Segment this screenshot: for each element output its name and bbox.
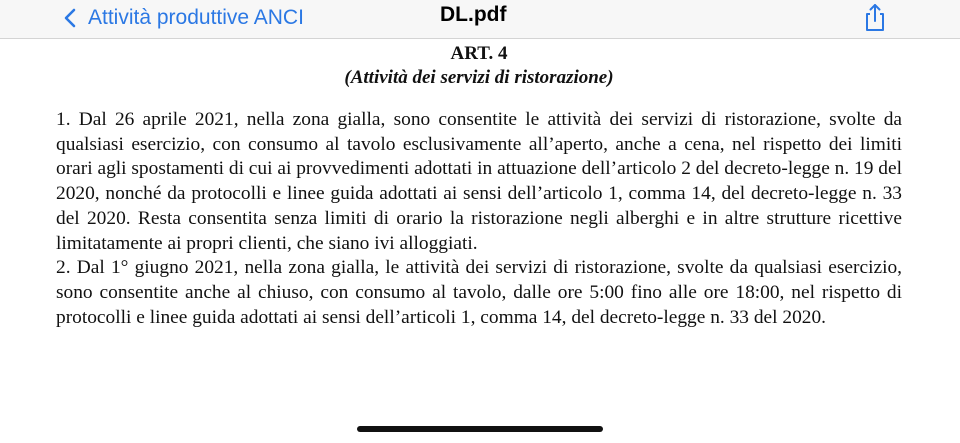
share-icon[interactable] [862, 3, 888, 33]
chevron-left-icon [60, 7, 82, 29]
paragraph-2: 2. Dal 1° giugno 2021, nella zona gialla, le attività dei servizi di ristorazione, svolte da qualsiasi esercizio, sono consentite anche al chiuso, con consumo al tavolo, dalle ore 5:00 fino alle ore 18:00, nel rispetto di protocolli e linee guida adottati ai sensi dell’articoli 1, comma 14, del decreto-legge n. 33 del 2020. [56, 257, 902, 328]
back-button-label: Attività produttive ANCI [88, 6, 304, 29]
navigation-bar [0, 0, 960, 39]
back-button[interactable] [60, 2, 304, 34]
article-subheading: (Attività dei servizi di ristorazione) [344, 67, 614, 88]
home-indicator[interactable] [357, 426, 603, 432]
paragraph-1: 1. Dal 26 aprile 2021, nella zona gialla, sono consentite le attività dei servizi di ristorazione, svolte da qualsiasi esercizio, con consumo al tavolo esclusivamente all’aperto, anche a cena, nel rispetto dei limiti orari agli spostamenti di cui ai provvedimenti adottati in attuazione dell’articolo 2 del decreto-legge n. 19 del 2020, nonché da protocolli e linee guida adottati ai sensi dell’articolo 1, comma 14, del decreto-legge n. 33 del 2020. Resta consentita senza limiti di orario la ristorazione negli alberghi e in altre strutture ricettive limitatamente ai propri clienti, che siano ivi alloggiati. [56, 109, 902, 254]
pdf-page [56, 40, 902, 330]
document-title: DL.pdf [440, 3, 507, 26]
article-heading: ART. 4 [450, 43, 508, 64]
